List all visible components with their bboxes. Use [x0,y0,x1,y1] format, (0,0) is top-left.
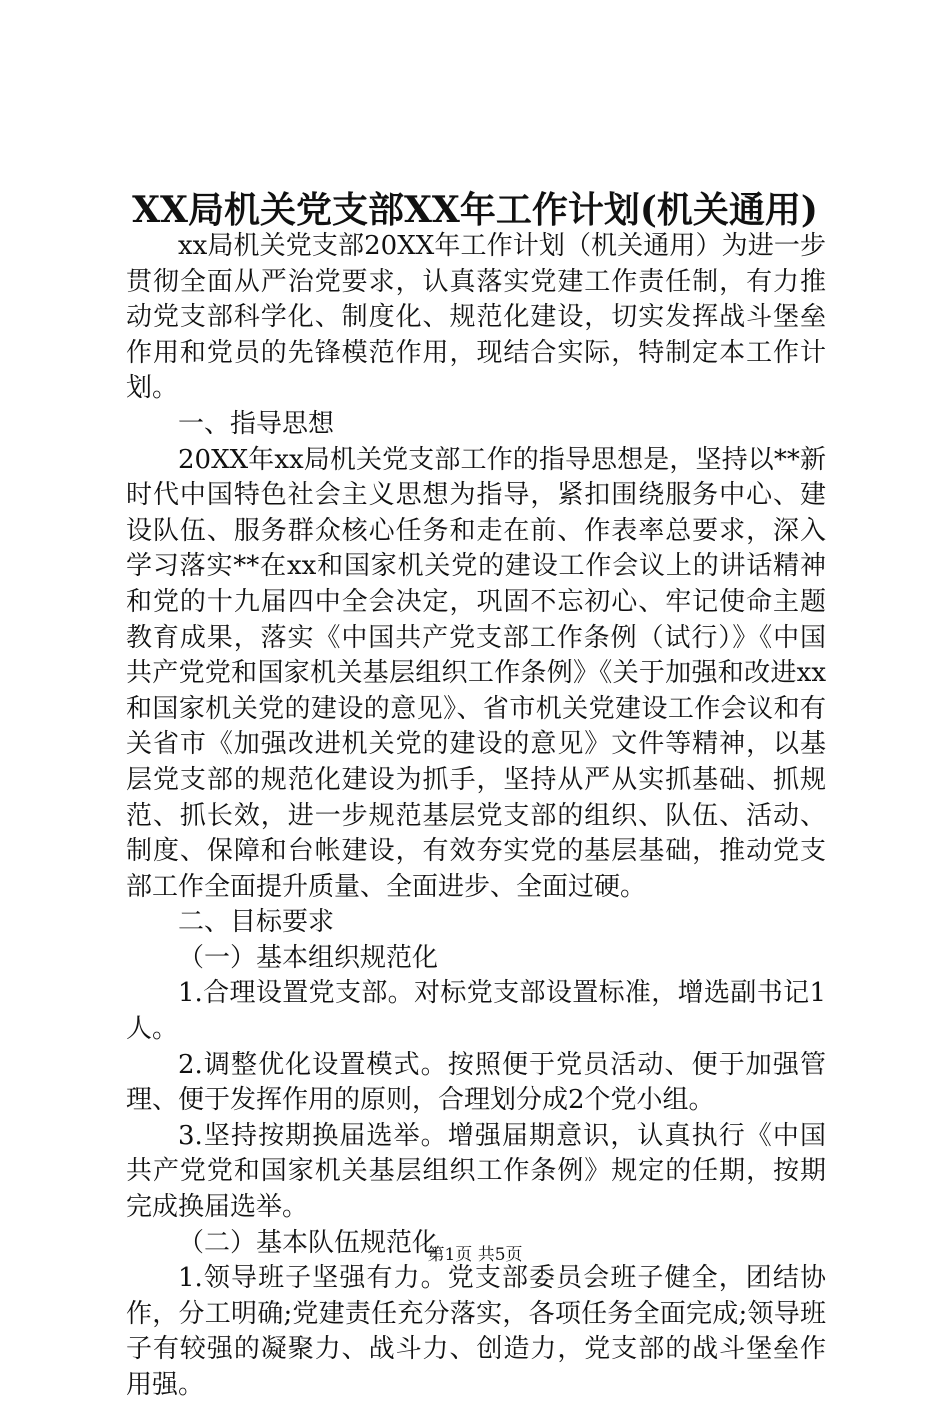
subsection-heading-organization: （一）基本组织规范化 [178,942,439,973]
document-title: XX局机关党支部XX年工作计划(机关通用) [132,189,818,231]
document-body [126,229,826,1404]
intro-paragraph: xx局机关党支部20XX年工作计划（机关通用）为进一步贯彻全面从严治党要求，认真落实党建工作责任制，有力推动党支部科学化、制度化、规范化建设，切实发挥战斗堡垒作用和党员的先锋模范作用，现结合实际，特制定本工作计划。 [126,231,826,404]
guiding-ideology-paragraph: 20XX年xx局机关党支部工作的指导思想是，坚持以**新时代中国特色社会主义思想为指导，紧扣围绕服务中心、建设队伍、服务群众核心任务和走在前、作表率总要求，深入学习落实**在xx和国家机关党的建设工作会议上的讲话精神和党的十九届四中全会决定，巩固不忘初心、牢记使命主题教育成果，落实《中国共产党支部工作条例（试行）》《中国共产党党和国家机关基层组织工作条例》《关于加强和改进xx和国家机关党的建设的意见》、省市机关党建设工作会议和有关省市《加强改进机关党的建设的意见》文件等精神，以基层党支部的规范化建设为抓手，坚持从严从实抓基础、抓规范、抓长效，进一步规范基层党支部的组织、队伍、活动、制度、保障和台帐建设，有效夯实党的基层基础，推动党支部工作全面提升质量、全面进步、全面过硬。 [126,444,826,902]
page-footer: 第1页 共5页 [427,1245,523,1265]
section-heading-goals: 二、目标要求 [178,907,335,938]
subsection-heading-team: （二）基本队伍规范化 [178,1227,439,1258]
section-heading-guiding-ideology: 一、指导思想 [178,408,335,439]
list-item-organization-3: 3.坚持按期换届选举。增强届期意识，认真执行《中国共产党党和国家机关基层组织工作条例》规定的任期，按期完成换届选举。 [126,1120,826,1223]
list-item-organization-2: 2.调整优化设置模式。按照便于党员活动、便于加强管理、便于发挥作用的原则，合理划分成2个党小组。 [126,1049,826,1116]
list-item-team-1: 1.领导班子坚强有力。党支部委员会班子健全，团结协作，分工明确;党建责任充分落实，各项任务全面完成;领导班子有较强的凝聚力、战斗力、创造力，党支部的战斗堡垒作用强。 [126,1263,826,1400]
list-item-organization-1: 1.合理设置党支部。对标党支部设置标准，增选副书记1人。 [126,978,826,1045]
